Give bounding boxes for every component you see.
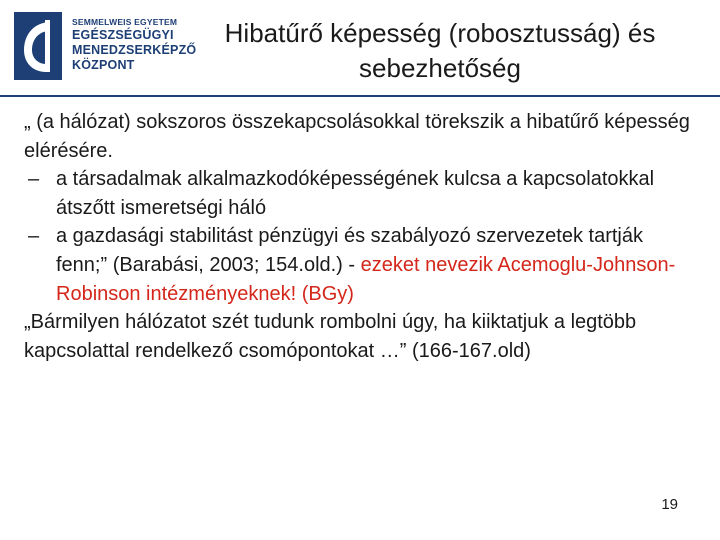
- slide-title: Hibatűrő képesség (robosztusság) és sebezhetőség: [224, 18, 656, 83]
- bullet-dash-icon: –: [28, 225, 40, 248]
- page-number: 19: [661, 496, 678, 513]
- logo-line-1: SEMMELWEIS EGYETEM: [72, 17, 178, 27]
- slide-body: [24, 108, 696, 365]
- logo-line-3: MENEDZSERKÉPZŐ: [72, 43, 197, 57]
- bullet-item-1: [24, 165, 696, 222]
- logo-wordmark: [72, 16, 196, 73]
- paragraph-2: „Bármilyen hálózatot szét tudunk rombolni úgy, ha kiiktatjuk a legtöbb kapcsolattal rendelkező csomópontokat …” (166-167.old): [24, 311, 637, 362]
- bullet-text-1: a társadalmak alkalmazkodóképességének kulcsa a kapcsolatokkal átszőtt ismeretségi háló: [56, 168, 655, 219]
- bullet-text-2: a gazdasági stabilitást pénzügyi és szabályozó szervezetek tartják fenn;” (Barabási, 2003; 154.old.) -: [56, 225, 643, 276]
- logo-line-4: KÖZPONT: [72, 58, 135, 72]
- semmelweis-emblem-icon: [14, 12, 62, 80]
- institution-logo: [14, 10, 197, 82]
- bullet-item-2: [24, 222, 696, 308]
- logo-line-2: EGÉSZSÉGÜGYI: [72, 28, 174, 42]
- paragraph-1: „ (a hálózat) sokszoros összekapcsolásokkal törekszik a hibatűrő képesség elérésére.: [24, 111, 690, 162]
- bullet-dash-icon: –: [28, 168, 40, 191]
- highlighted-note: ezeket nevezik Acemoglu-Johnson-Robinson intézményeknek! (BGy): [56, 253, 676, 305]
- title-divider: [0, 95, 720, 97]
